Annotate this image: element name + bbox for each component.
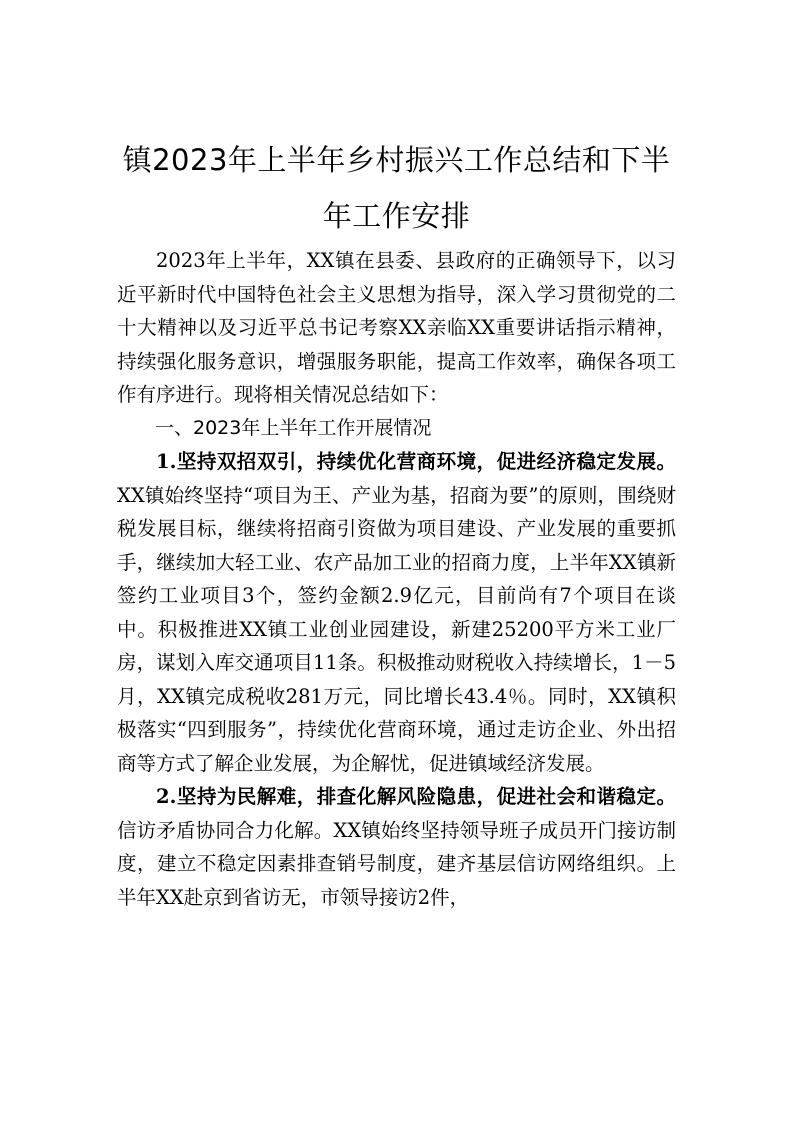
item-2-text: 信访矛盾协同合力化解。XX镇始终坚持领导班子成员开门接访制度，建立不稳定因素排查销号制度，建齐基层信访网络组织。上半年XX赴京到省访无，市领导接访2件， <box>117 818 676 909</box>
intro-paragraph: 2023年上半年，XX镇在县委、县政府的正确领导下，以习近平新时代中国特色社会主义思想为指导，深入学习贯彻党的二十大精神以及习近平总书记考察XX亲临XX重要讲话指示精神，持续强化服务意识，增强服务职能，提高工作效率，确保各项工作有序进行。现将相关情况总结如下： <box>117 249 676 406</box>
item-1-text: XX镇始终坚持“项目为王、产业为基，招商为要”的原则，围绕财税发展目标，继续将招商引资做为项目建设、产业发展的重要抓手，继续加大轻工业、农产品加工业的招商力度，上半年XX镇新签约工业项目3个，签约金额2.9亿元，目前尚有7个项目在谈中。积极推进XX镇工业创业园建设，新建25200平方米工业厂房，谋划入库交通项目11条。积极推动财税收入持续增长，1－5月，XX镇完成税收281万元，同比增长43.4％。同时，XX镇积极落实“四到服务”，持续优化营商环境，通过走访企业、外出招商等方式了解企业发展，为企解忧，促进镇域经济发展。 <box>117 483 676 775</box>
document-title-line-1: 镇2023年上半年乡村振兴工作总结和下半 <box>122 143 671 177</box>
section-heading: 一、2023年上半年工作开展情况 <box>155 416 432 439</box>
item-2-lead: 2.坚持为民解难，排查化解风险隐患，促进社会和谐稳定。 <box>156 785 676 808</box>
item-2-paragraph <box>117 780 676 914</box>
document-title-line-2: 年工作安排 <box>322 199 471 233</box>
item-1-lead: 1.坚持双招双引，持续优化营商环境，促进经济稳定发展。 <box>156 450 676 473</box>
item-1-paragraph <box>117 445 676 780</box>
document-body <box>117 244 676 914</box>
